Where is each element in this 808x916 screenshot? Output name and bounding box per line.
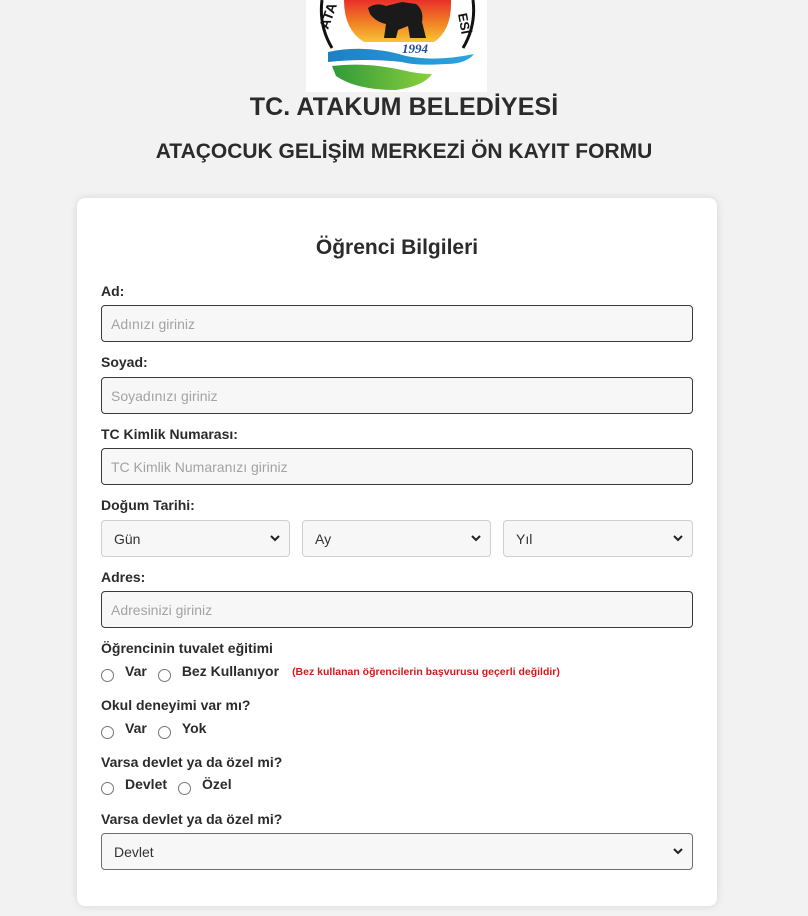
form-title: ATAÇOCUK GELİŞİM MERKEZİ ÖN KAYIT FORMU [155,140,653,163]
tuvalet-radio-group [101,663,560,682]
registration-form-card [77,198,717,906]
ad-input[interactable] [101,305,693,342]
okul-deneyimi-label: Okul deneyimi var mı? [101,697,251,713]
chevron-down-icon [270,534,280,544]
devlet-label[interactable]: Devlet [125,776,168,792]
okul-var-radio[interactable] [101,726,114,739]
tc-input[interactable] [101,448,693,485]
year-select-value: Yıl [516,530,533,547]
okul-turu-select-label: Varsa devlet ya da özel mi? [101,811,283,827]
okul-yok-label[interactable]: Yok [181,720,207,736]
tuvalet-bez-radio[interactable] [158,669,171,682]
tuvalet-bez-label[interactable]: Bez Kullanıyor [181,663,280,679]
chevron-down-icon [673,847,683,857]
ad-label: Ad: [101,283,125,299]
tuvalet-label: Öğrencinin tuvalet eğitimi [101,640,273,656]
day-select-value: Gün [114,530,141,547]
tuvalet-var-label[interactable]: Var [125,663,147,679]
year-select[interactable] [503,520,693,557]
okul-yok-radio[interactable] [158,726,171,739]
chevron-down-icon [673,534,683,544]
adres-input[interactable] [101,591,693,628]
svg-text:ATA: ATA [315,0,340,32]
soyad-input[interactable] [101,377,693,414]
okul-turu-radio-label: Varsa devlet ya da özel mi? [101,754,283,770]
okul-turu-select[interactable] [101,833,693,870]
adres-label: Adres: [101,569,146,585]
month-select-value: Ay [315,530,332,547]
okul-turu-select-value: Devlet [114,843,154,860]
dogum-tarihi-label: Doğum Tarihi: [101,497,195,513]
devlet-radio[interactable] [101,782,114,795]
svg-text:ESİ: ESİ [455,11,474,36]
okul-turu-radio-group [101,776,243,795]
municipality-title: TC. ATAKUM BELEDİYESİ [249,93,559,121]
okul-deneyimi-radio-group [101,720,217,739]
month-select[interactable] [302,520,491,557]
day-select[interactable] [101,520,290,557]
tuvalet-var-radio[interactable] [101,669,114,682]
soyad-label: Soyad: [101,354,148,370]
tc-label: TC Kimlik Numarası: [101,426,238,442]
okul-var-label[interactable]: Var [125,720,147,736]
atakum-logo [306,0,487,92]
bez-warning-text: (Bez kullanan öğrencilerin başvurusu geçerli değildir) [292,666,560,678]
ozel-radio[interactable] [178,782,191,795]
section-title: Öğrenci Bilgileri [315,236,479,259]
chevron-down-icon [471,534,481,544]
ozel-label[interactable]: Özel [202,776,232,792]
svg-text:1994: 1994 [402,41,428,56]
